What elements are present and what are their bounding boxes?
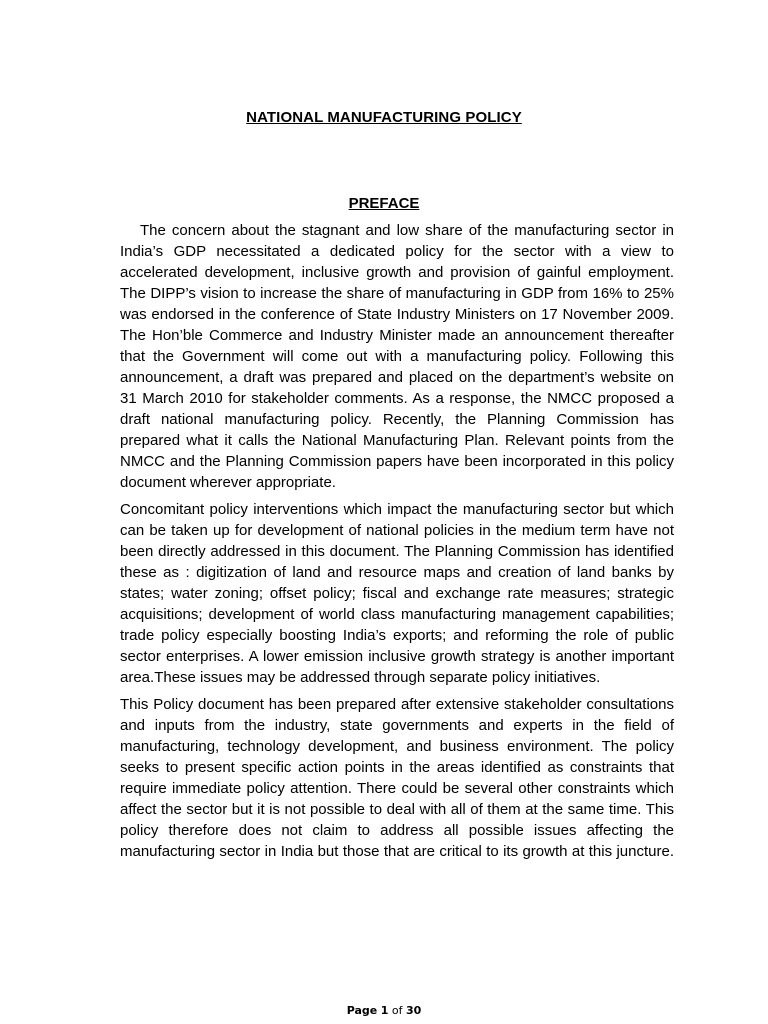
preface-body	[120, 220, 674, 868]
page-number: 1	[380, 1004, 389, 1017]
paragraph-2: Concomitant policy interventions which impact the manufacturing sector but which can be taken up for development of national policies in the medium term have not been directly addressed in this document. The Planning Commission has identified these as : digitization of land and resource maps and creation of land banks by states; water zoning; offset policy; fiscal and exchange rate measures; strategic acquisitions; development of world class manufacturing management capabilities; trade policy especially boosting India’s exports; and reforming the role of public sector enterprises. A lower emission inclusive growth strategy is another important area.These issues may be addressed through separate policy initiatives.	[120, 501, 674, 686]
paragraph-1: The concern about the stagnant and low share of the manufacturing sector in India’s GDP necessitated a dedicated policy for the sector with a view to accelerated development, inclusive growth and provision of gainful employment. The DIPP’s vision to increase the share of manufacturing in GDP from 16% to 25% was endorsed in the conference of State Industry Ministers on 17 November 2009. The Hon’ble Commerce and Industry Minister made an announcement thereafter that the Government will come out with a manufacturing policy. Following this announcement, a draft was prepared and placed on the department’s website on 31 March 2010 for stakeholder comments. As a response, the NMCC proposed a draft national manufacturing policy. Recently, the Planning Commission has prepared what it calls the National Manufacturing Plan. Relevant points from the NMCC and the Planning Commission papers have been incorporated in this policy document wherever appropriate.	[120, 222, 674, 491]
of-label: of	[391, 1004, 403, 1017]
page-footer	[0, 1004, 768, 1017]
total-pages: 30	[405, 1004, 422, 1017]
paragraph-3: This Policy document has been prepared after extensive stakeholder consultations and inputs from the industry, state governments and experts in the field of manufacturing, technology development, and business environment. The policy seeks to present specific action points in the areas identified as constraints that require immediate policy attention. There could be several other constraints which affect the sector but it is not possible to deal with all of them at the same time. This policy therefore does not claim to address all possible issues affecting the manufacturing sector in India but those that are critical to its growth at this juncture.	[120, 696, 674, 860]
document-title: NATIONAL MANUFACTURING POLICY	[246, 109, 522, 126]
section-heading-preface: PREFACE	[348, 195, 420, 212]
page-label: Page	[346, 1004, 378, 1017]
